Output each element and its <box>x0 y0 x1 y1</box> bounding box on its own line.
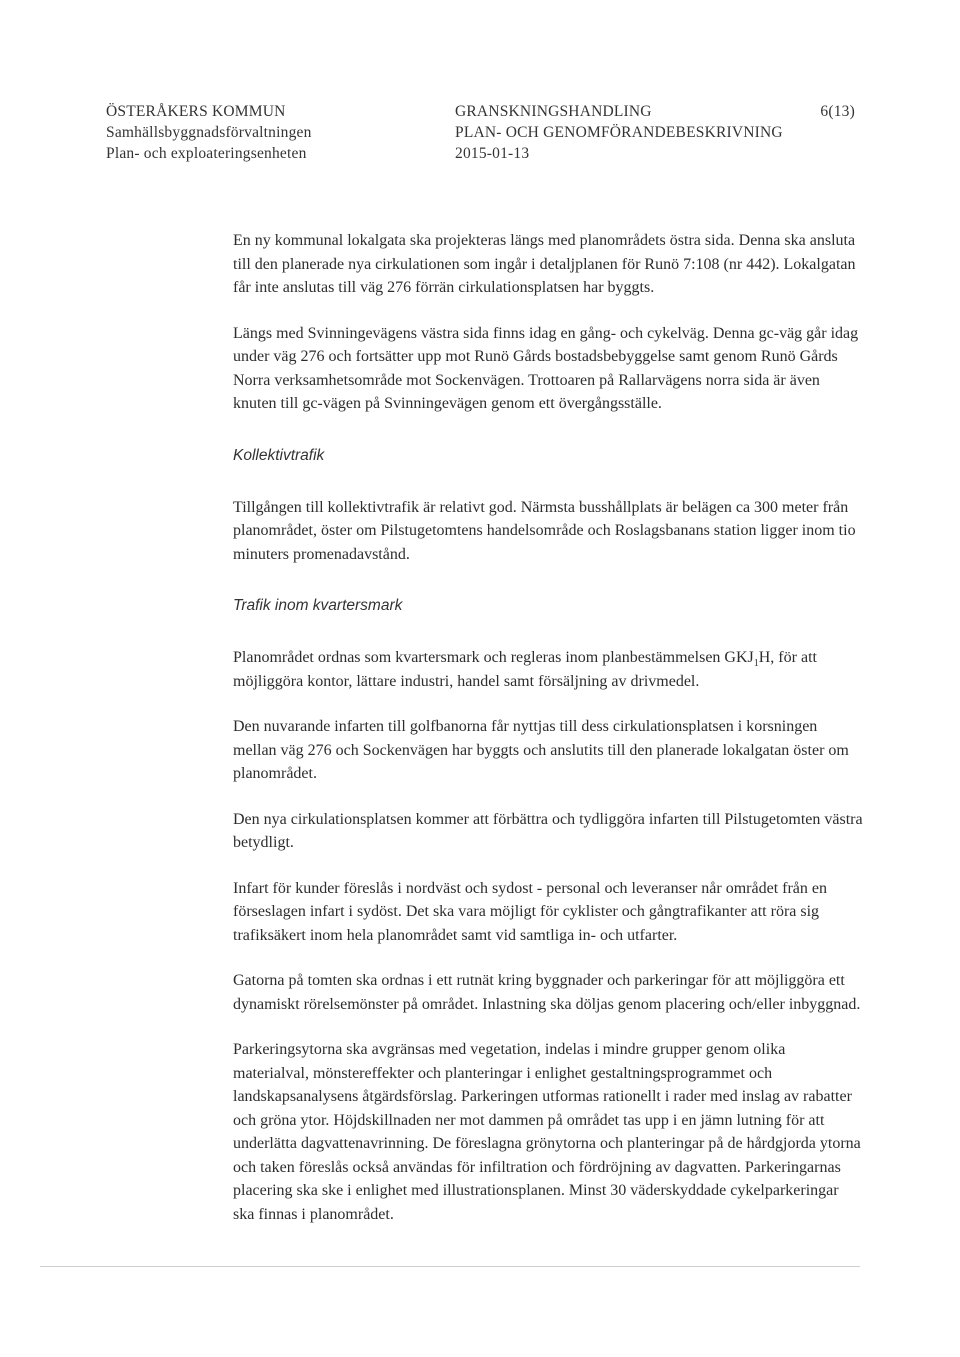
document-status: GRANSKNINGSHANDLING <box>455 103 652 120</box>
section-heading-kollektivtrafik: Kollektivtrafik <box>233 446 325 464</box>
paragraph-gatorna: Gatorna på tomten ska ordnas i ett rutnät kring byggnader och parkeringar för att möjliggöra ett dynamiskt rörelsemönster på området. Inlastning ska döljas genom placering och/eller inbyggnad. <box>233 972 861 1013</box>
footer-divider <box>40 1266 860 1267</box>
paragraph-planbestammelse-end: H, för att möjliggöra kontor, lättare industri, handel samt försäljning av drivmedel. <box>233 649 817 690</box>
plan-code-subscript: 1 <box>753 658 759 670</box>
department-name: Samhällsbyggnadsförvaltningen <box>106 124 312 141</box>
document-body <box>233 229 863 1226</box>
paragraph-cirkulationsplats: Den nya cirkulationsplatsen kommer att förbättra och tydliggöra infarten till Pilstugetomten västra betydligt. <box>233 810 863 851</box>
page-number: 6(13) <box>820 103 855 120</box>
paragraph-infart-golfbanor: Den nuvarande infarten till golfbanorna får nyttjas till dess cirkulationsplatsen i korsningen mellan väg 276 och Sockenvägen har byggts och anslutits till den planerade lokalgatan öster om planområdet. <box>233 718 849 782</box>
paragraph-gc-vag: Längs med Svinningevägens västra sida finns idag en gång- och cykelväg. Denna gc-väg går idag under väg 276 och fortsätter upp mot Runö Gårds bostadsbebyggelse samt genom Runö Gårds Norra verksamhetsområde mot Sockenvägen. Trottoaren på Rallarvägens norra sida är även knuten till gc-vägen på Svinningevägen genom ett övergångsställe. <box>233 324 859 412</box>
unit-name: Plan- och exploateringsenheten <box>106 145 307 162</box>
paragraph-kollektivtrafik: Tillgången till kollektivtrafik är relativt god. Närmsta busshållplats är belägen ca 300 meter från planområdet, öster om Pilstugetomtens handelsområde och Roslagsbanans station ligger inom tio minuters promenadavstånd. <box>233 498 856 563</box>
paragraph-planbestammelse-start: Planområdet ordnas som kvartersmark och regleras inom planbestämmelsen GKJ <box>233 649 754 666</box>
header-organization <box>106 101 312 164</box>
header-document-info <box>455 101 855 164</box>
paragraph-parkering: Parkeringsytorna ska avgränsas med vegetation, indelas i mindre grupper genom olika materialval, mönstereffekter och planteringar i enlighet gestaltningsprogrammet och landskapsanalysens åtgärdsförslag. Parkeringen utformas rationellt i rader med inslag av rabatter och gröna ytor. Höjdskillnaden ner mot dammen på området tas upp i en jämn lutning för att underlätta dagvattenavrinning. De föreslagna grönytorna och planteringar på de hårdgjorda ytorna och taken föreslås också användas för infiltration och fördröjning av dagvatten. Parkeringarnas placering ska ske i enlighet med illustrationsplanen. Minst 30 väderskyddade cykelparkeringar ska finnas i planområdet. <box>233 1041 861 1223</box>
paragraph-planbestammelse <box>233 646 863 693</box>
paragraph-infart-kunder: Infart för kunder föreslås i nordväst och sydost - personal och leveranser når området från en förseslagen infart i sydöst. Det ska vara möjligt för cyklister och gångtrafikanter att röra sig trafiksäkert inom hela planområdet samt vid samtliga in- och utfarter. <box>233 879 827 944</box>
section-heading-trafik-kvartersmark: Trafik inom kvartersmark <box>233 597 403 614</box>
page-header <box>0 101 960 171</box>
municipality-name: ÖSTERÅKERS KOMMUN <box>106 103 286 120</box>
paragraph-lokalgata: En ny kommunal lokalgata ska projekteras längs med planområdets östra sida. Denna ska ansluta till den planerade nya cirkulationen som ingår i detaljplanen för Runö 7:108 (nr 442). Lokalgatan får inte anslutas till väg 276 förrän cirkulationsplatsen har byggts. <box>233 232 856 296</box>
document-type: PLAN- OCH GENOMFÖRANDEBESKRIVNING <box>455 124 783 141</box>
document-date: 2015-01-13 <box>455 145 530 162</box>
